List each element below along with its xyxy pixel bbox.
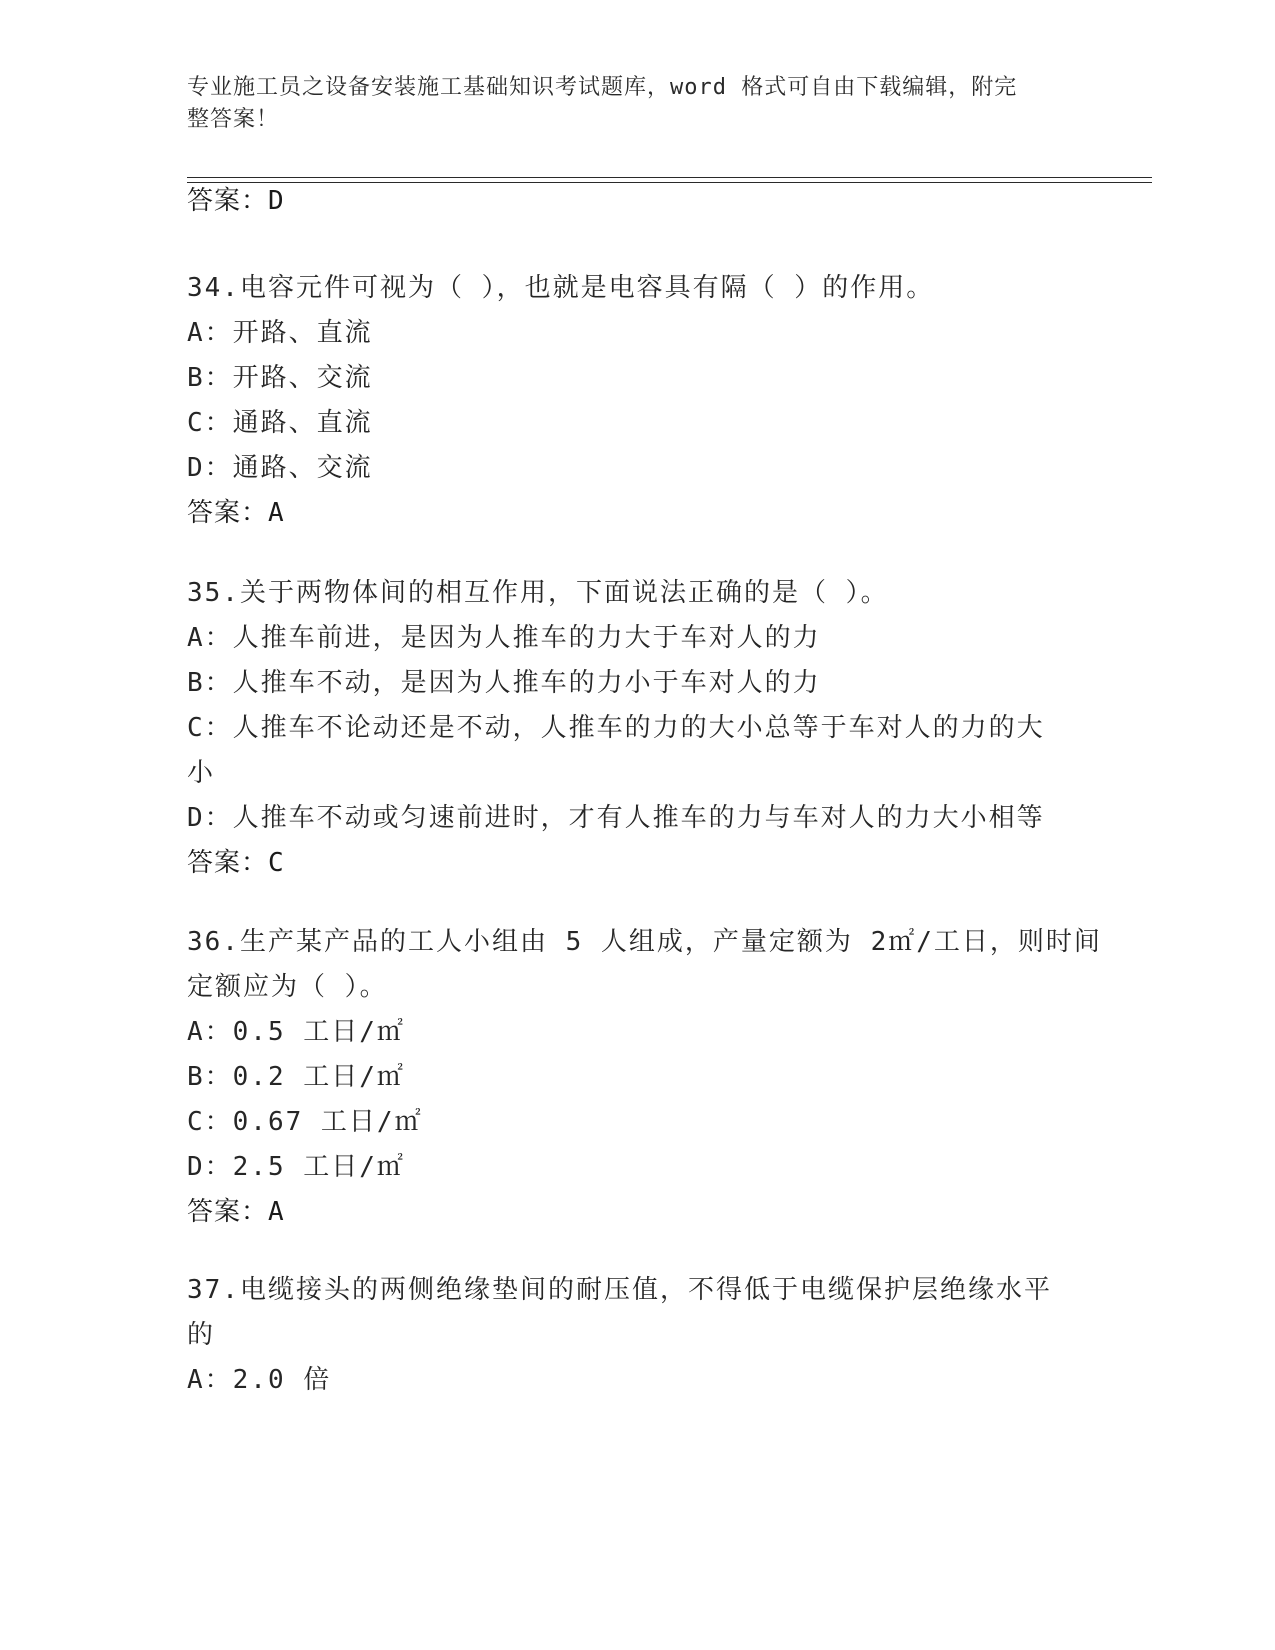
header-line-1: 专业施工员之设备安装施工基础知识考试题库，word 格式可自由下载编辑，附完 (187, 75, 1018, 100)
option-d: D：人推车不动或匀速前进时，才有人推车的力与车对人的力大小相等 (187, 803, 1045, 833)
answer-line (187, 1190, 1087, 1235)
answer-value: A (268, 1197, 285, 1227)
option-a: A：人推车前进，是因为人推车的力大于车对人的力 (187, 623, 821, 653)
option-c: C：通路、直流 (187, 408, 373, 438)
question-stem: 37.电缆接头的两侧绝缘垫间的耐压值，不得低于电缆保护层绝缘水平 (187, 1275, 1052, 1305)
question-stem: 36.生产某产品的工人小组由 5 人组成，产量定额为 2㎡/工日，则时间 (187, 927, 1102, 957)
answer-value: A (268, 498, 285, 528)
question-stem: 34.电容元件可视为（ ），也就是电容具有隔（ ）的作用。 (187, 273, 935, 303)
question-stem: 35.关于两物体间的相互作用，下面说法正确的是（ ）。 (187, 578, 889, 608)
option-b: B：0.2 工日/㎡ (187, 1062, 405, 1092)
header-line-2: 整答案！ (187, 107, 280, 132)
question-stem-continued: 定额应为（ ）。 (187, 972, 388, 1002)
option-a: A：2.0 倍 (187, 1365, 332, 1395)
option-a: A：开路、直流 (187, 318, 373, 348)
previous-answer (187, 179, 1087, 224)
answer-label: 答案： (187, 186, 269, 216)
option-a: A：0.5 工日/㎡ (187, 1017, 405, 1047)
question-36 (187, 920, 1102, 1235)
answer-label: 答案： (187, 848, 269, 878)
question-stem-continued: 的 (187, 1320, 216, 1350)
question-35 (187, 571, 1087, 886)
option-d: D：通路、交流 (187, 453, 373, 483)
answer-label: 答案： (187, 1197, 269, 1227)
option-c: C：人推车不论动还是不动，人推车的力的大小总等于车对人的力的大 (187, 713, 1045, 743)
answer-line (187, 491, 1087, 536)
answer-line (187, 179, 1087, 224)
question-34 (187, 266, 1087, 536)
document-header (187, 72, 1067, 136)
option-d: D：2.5 工日/㎡ (187, 1152, 405, 1182)
option-b: B：人推车不动，是因为人推车的力小于车对人的力 (187, 668, 821, 698)
option-c-continued: 小 (187, 758, 216, 788)
answer-label: 答案： (187, 498, 269, 528)
option-b: B：开路、交流 (187, 363, 373, 393)
option-c: C：0.67 工日/㎡ (187, 1107, 423, 1137)
answer-value: D (268, 186, 285, 216)
answer-line (187, 841, 1087, 886)
question-37 (187, 1268, 1087, 1403)
header-divider-top (187, 177, 1152, 178)
answer-value: C (268, 848, 285, 878)
